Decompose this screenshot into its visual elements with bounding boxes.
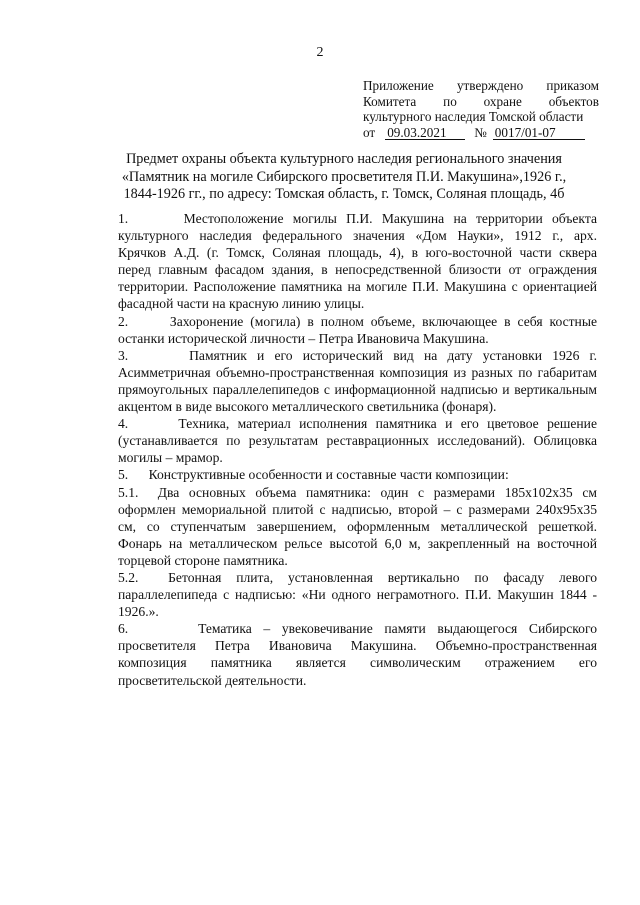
paragraph-4 bbox=[118, 415, 597, 466]
approval-line-1: Приложение утверждено приказом bbox=[363, 78, 599, 93]
paragraph-line: могилы – мрамор. bbox=[118, 450, 223, 466]
paragraph-line: Фонарь на металлическом рельсе высотой 6,0 м, закрепленный на восточной bbox=[118, 535, 597, 551]
approval-line-2: Комитета по охране объектов bbox=[363, 93, 599, 109]
paragraph-line: композиция памятника является символическим отражением его bbox=[118, 655, 597, 671]
paragraph-line: просветителя Петра Ивановича Макушина. Объемно-пространственная bbox=[118, 638, 597, 654]
paragraph-line: 1. Местоположение могилы П.И. Макушина на территории объекта bbox=[118, 211, 597, 226]
paragraph-line: Асимметричная объемно-пространственная композиция из разных по габаритам bbox=[118, 364, 597, 380]
paragraph-6 bbox=[118, 484, 597, 569]
paragraph-line: 1926.». bbox=[118, 604, 159, 620]
document-title bbox=[118, 151, 570, 204]
paragraph-8 bbox=[118, 620, 597, 688]
paragraph-line: торцевой стороне памятника. bbox=[118, 552, 288, 568]
paragraph-line: 4. Техника, материал исполнения памятника и его цветовое решение bbox=[118, 416, 597, 432]
paragraph-line: фасадной части на красную линию улицы. bbox=[118, 296, 365, 312]
paragraph-1 bbox=[118, 210, 597, 313]
title-line-1: Предмет охраны объекта культурного наследия регионального значения bbox=[126, 151, 562, 167]
paragraph-line: перед главным фасадом здания, в непосредственной близости от ограждения bbox=[118, 262, 597, 278]
approval-number: 0017/01-07 bbox=[493, 126, 585, 140]
paragraph-line: 5.2. Бетонная плита, установленная вертикально по фасаду левого bbox=[118, 569, 597, 585]
paragraph-line: Крячков А.Д. (г. Томск, Соляная площадь, 4), в юго-восточной части сквера bbox=[118, 245, 597, 261]
paragraph-line: прямоугольных параллелепипедов с информационной надписью и вертикальным bbox=[118, 381, 597, 397]
document-body bbox=[118, 210, 597, 689]
paragraph-2 bbox=[118, 313, 597, 347]
approval-from-label: от bbox=[363, 124, 376, 140]
paragraph-7 bbox=[118, 569, 597, 620]
approval-line-3: культурного наследия Томской области bbox=[363, 109, 584, 124]
paragraph-line: см, со ступенчатым завершением, оформленным металлической решеткой. bbox=[118, 518, 597, 534]
paragraph-line: культурного наследия федерального значения «Дом Науки», 1912 г., арх. bbox=[118, 228, 597, 244]
title-line-2: «Памятник на могиле Сибирского просветителя П.И. Макушина»,1926 г., bbox=[121, 168, 567, 185]
paragraph-line: 6. Тематика – увековечивание памяти выдающегося Сибирского bbox=[118, 621, 597, 637]
paragraph-line: 5. Конструктивные особенности и составные части композиции: bbox=[118, 467, 509, 483]
paragraph-line: акцентом в виде высокого металлического светильника (фонаря). bbox=[118, 399, 497, 415]
paragraph-5 bbox=[118, 466, 597, 483]
approval-number-sign: № bbox=[474, 124, 487, 140]
paragraph-line: оформлен мемориальной плитой с надписью, второй – с размерами 240х95х35 bbox=[118, 501, 597, 517]
paragraph-line: 5.1. Два основных объема памятника: один с размерами 185х102х35 см bbox=[118, 484, 597, 500]
approval-date-number-line bbox=[363, 125, 599, 141]
page-number: 2 bbox=[316, 45, 324, 60]
approval-stamp bbox=[363, 78, 599, 140]
paragraph-line: параллелепипеда с надписью: «Ни одного неграмотного. П.И. Макушин 1844 - bbox=[118, 587, 597, 603]
paragraph-line: останки исторической личности – Петра Ивановича Макушина. bbox=[118, 330, 489, 346]
title-line-3: 1844-1926 гг., по адресу: Томская область, г. Томск, Соляная площадь, 4б bbox=[123, 186, 565, 202]
approval-date: 09.03.2021 bbox=[385, 126, 465, 140]
paragraph-3 bbox=[118, 347, 597, 415]
paragraph-line: (устанавливается по результатам реставрационных исследований). Облицовка bbox=[118, 433, 597, 449]
paragraph-line: территории. Расположение памятника на могиле П.И. Макушина с ориентацией bbox=[118, 279, 597, 295]
paragraph-line: 2. Захоронение (могила) в полном объеме, включающее в себя костные bbox=[118, 313, 597, 329]
paragraph-line: просветительской деятельности. bbox=[118, 672, 307, 688]
paragraph-line: 3. Памятник и его исторический вид на дату установки 1926 г. bbox=[118, 347, 597, 363]
